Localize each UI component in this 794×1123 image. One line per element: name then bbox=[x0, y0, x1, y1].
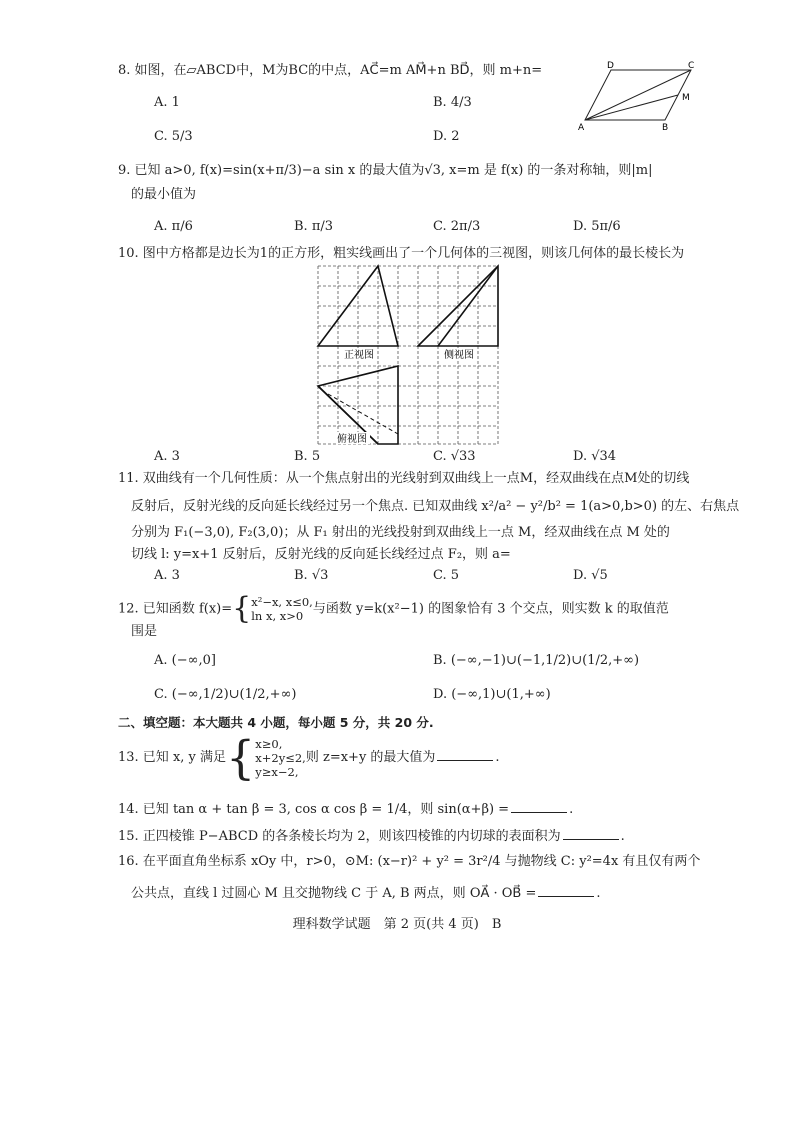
vertex-c-label: C bbox=[688, 61, 695, 71]
q10-option-c: C. √33 bbox=[433, 449, 476, 464]
q16-answer-blank[interactable] bbox=[538, 884, 594, 897]
q12-brace: { bbox=[232, 591, 252, 626]
q15-text: 15. 正四棱锥 P−ABCD 的各条棱长均为 2，则该四棱锥的内切球的表面积为 bbox=[118, 829, 561, 844]
q13-stem bbox=[118, 730, 500, 785]
q13-constraint-1: x≥0, bbox=[255, 736, 283, 751]
q12-stem-line2: 围是 bbox=[131, 624, 158, 639]
vertex-b-label: B bbox=[662, 123, 669, 133]
three-view-figure bbox=[316, 264, 500, 446]
q11-stem-line1: 11. 双曲线有一个几何性质：从一个焦点射出的光线射到双曲线上一点M，经双曲线在点M处的切线 bbox=[118, 471, 690, 486]
q11-option-a: A. 3 bbox=[154, 568, 180, 583]
q13-constraint-2: x+2y≤2, bbox=[255, 750, 306, 765]
q11-stem-line4: 切线 l: y=x+1 反射后，反射光线的反向延长线经过点 F₂，则 a= bbox=[131, 547, 511, 562]
q11-option-b: B. √3 bbox=[294, 568, 329, 583]
q10-option-b: B. 5 bbox=[294, 449, 321, 464]
q10-stem: 10. 图中方格都是边长为1的正方形，粗实线画出了一个几何体的三视图，则该几何体的最长棱长为 bbox=[118, 246, 685, 261]
q12-option-d: D. (−∞,1)∪(1,+∞) bbox=[433, 687, 551, 702]
q16-stem-line1: 16. 在平面直角坐标系 xOy 中，r>0，⊙M: (x−r)² + y² = 3r²/4 与抛物线 C: y²=4x 有且仅有两个 bbox=[118, 854, 701, 869]
vertex-d-label: D bbox=[607, 61, 614, 71]
q15-stem bbox=[118, 827, 625, 846]
top-view-label: 俯视图 bbox=[337, 434, 367, 445]
q12-stem-line1 bbox=[118, 591, 669, 626]
q8-option-d: D. 2 bbox=[433, 129, 460, 144]
q10-option-a: A. 3 bbox=[154, 449, 180, 464]
q13-constraint-3: y≥x−2, bbox=[255, 764, 299, 779]
side-view-label: 侧视图 bbox=[444, 350, 474, 361]
q13-period: . bbox=[495, 750, 500, 765]
page-footer: 理科数学试题 第 2 页(共 4 页) B bbox=[292, 917, 502, 932]
q9-stem-line1: 9. 已知 a>0, f(x)=sin(x+π/3)−a sin x 的最大值为√3, x=m 是 f(x) 的一条对称轴，则|m| bbox=[118, 163, 653, 178]
q8-option-a: A. 1 bbox=[154, 95, 180, 110]
q9-option-b: B. π/3 bbox=[294, 219, 334, 234]
q9-option-a: A. π/6 bbox=[154, 219, 193, 234]
q11-stem-line2: 反射后，反射光线的反向延长线经过另一个焦点. 已知双曲线 x²/a² − y²/b² = 1(a>0,b>0) 的左、右焦点 bbox=[131, 499, 740, 514]
q12-piece-1: x²−x, x≤0, bbox=[251, 595, 313, 609]
q9-option-c: C. 2π/3 bbox=[433, 219, 481, 234]
q11-option-c: C. 5 bbox=[433, 568, 460, 583]
q12-func-rest: 与函数 y=k(x²−1) 的图象恰有 3 个交点，则实数 k 的取值范 bbox=[312, 601, 669, 617]
q13-suffix: 则 z=x+y 的最大值为 bbox=[305, 750, 436, 765]
vertex-a-label: A bbox=[578, 123, 585, 133]
q11-option-d: D. √5 bbox=[573, 568, 608, 583]
q15-period: . bbox=[620, 829, 625, 844]
q16-stem-line2 bbox=[131, 884, 601, 903]
q12-option-b: B. (−∞,−1)∪(−1,1/2)∪(1/2,+∞) bbox=[433, 653, 640, 668]
q9-stem-line2: 的最小值为 bbox=[131, 187, 197, 202]
q13-brace: { bbox=[226, 730, 256, 785]
q9-option-d: D. 5π/6 bbox=[573, 219, 621, 234]
q8-stem: 8. 如图，在▱ABCD中，M为BC的中点，AC⃗=m AM⃗+n BD⃗，则 m+n= bbox=[118, 63, 543, 78]
q16-period: . bbox=[596, 886, 601, 901]
q13-prefix: 13. 已知 x, y 满足 bbox=[118, 750, 227, 765]
q14-stem bbox=[118, 800, 573, 819]
vertex-m-label: M bbox=[682, 93, 690, 103]
q12-option-c: C. (−∞,1/2)∪(1/2,+∞) bbox=[154, 687, 297, 702]
q8-option-b: B. 4/3 bbox=[433, 95, 472, 110]
parallelogram-figure bbox=[575, 60, 705, 135]
q12-piece-2: ln x, x>0 bbox=[251, 609, 304, 623]
q13-answer-blank[interactable] bbox=[437, 748, 493, 761]
q12-func-def: 12. 已知函数 f(x)= bbox=[118, 601, 233, 617]
q14-text: 14. 已知 tan α + tan β = 3, cos α cos β = 1/4，则 sin(α+β) = bbox=[118, 802, 510, 817]
q15-answer-blank[interactable] bbox=[563, 827, 619, 840]
q14-period: . bbox=[569, 802, 574, 817]
q16-text: 公共点，直线 l 过圆心 M 且交抛物线 C 于 A, B 两点，则 OA⃗ · OB⃗ = bbox=[131, 886, 537, 901]
q8-option-c: C. 5/3 bbox=[154, 129, 193, 144]
front-view-label: 正视图 bbox=[344, 350, 374, 361]
q11-stem-line3: 分别为 F₁(−3,0), F₂(3,0)；从 F₁ 射出的光线投射到双曲线上一点 M，经双曲线在点 M 处的 bbox=[131, 525, 670, 540]
q10-option-d: D. √34 bbox=[573, 449, 617, 464]
q12-option-a: A. (−∞,0] bbox=[154, 653, 216, 668]
q14-answer-blank[interactable] bbox=[511, 800, 567, 813]
section-fill-in-blank-heading: 二、填空题：本大题共 4 小题，每小题 5 分，共 20 分. bbox=[118, 715, 434, 730]
q12-pieces bbox=[251, 595, 313, 623]
q13-constraints bbox=[255, 737, 306, 779]
